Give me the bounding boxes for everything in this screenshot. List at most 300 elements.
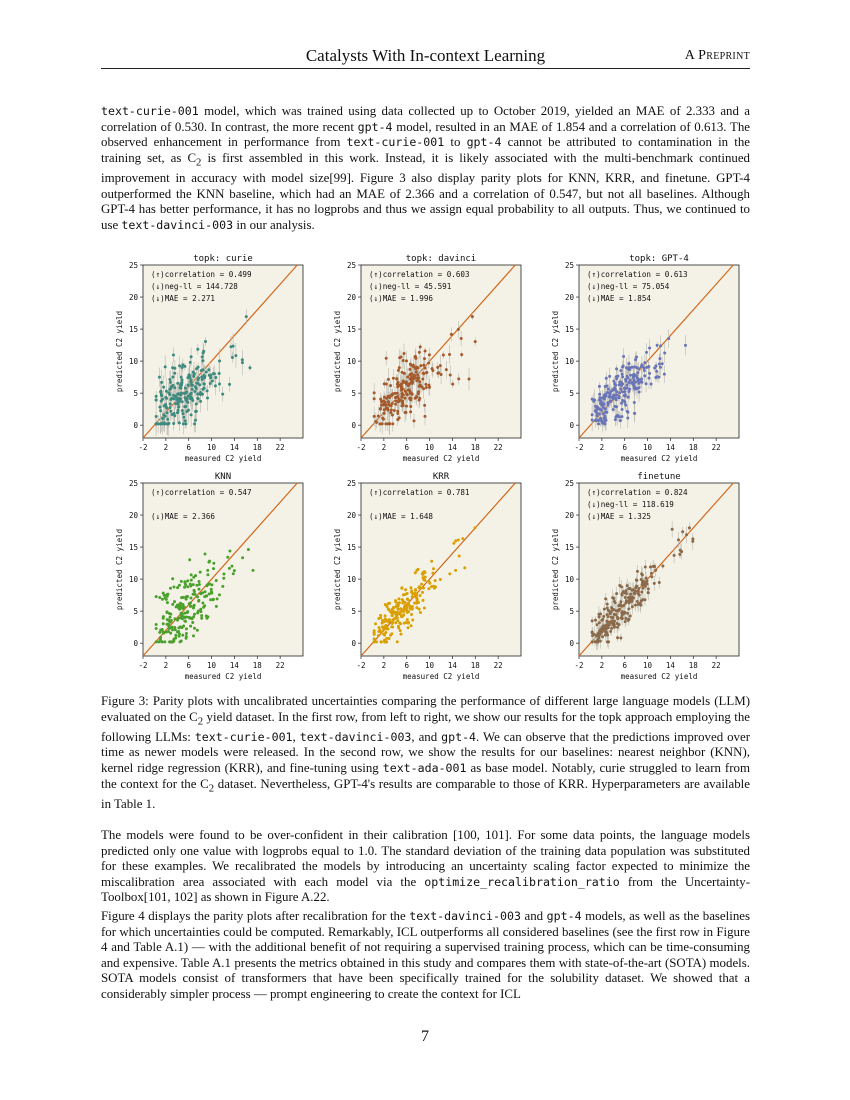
data-point xyxy=(598,396,601,399)
data-point xyxy=(204,590,207,593)
data-point xyxy=(401,602,404,605)
data-point xyxy=(636,570,639,573)
inline-code: optimize_recalibration_ratio xyxy=(424,874,620,889)
data-point xyxy=(611,608,614,611)
data-point xyxy=(638,390,641,393)
x-tick-label: 14 xyxy=(665,443,675,452)
data-point xyxy=(173,372,176,375)
x-tick-label: 22 xyxy=(493,443,503,452)
data-point xyxy=(640,591,643,594)
data-point xyxy=(190,413,193,416)
x-tick-label: 10 xyxy=(643,443,653,452)
data-point xyxy=(204,340,207,343)
metric-label: (↓)MAE = 1.325 xyxy=(587,512,652,521)
data-point xyxy=(159,391,162,394)
data-point xyxy=(411,592,414,595)
data-point xyxy=(159,629,162,632)
data-point xyxy=(626,416,629,419)
data-point xyxy=(188,558,191,561)
data-point xyxy=(164,415,167,418)
data-point xyxy=(230,345,233,348)
data-point xyxy=(604,407,607,410)
x-axis-label: measured C2 yield xyxy=(620,672,698,681)
text-run: from the Uncertainty-Toolbox[101, 102] as shown in Figure A.22. xyxy=(101,874,750,905)
text-run: . We can observe that the predictions improved over time as newer models were released. In the second row, we show the results for our baselines: nearest neighbor (KNN), kernel ridge regression (KRR), and fine-tuning using xyxy=(101,729,750,775)
data-point xyxy=(626,612,629,615)
data-point xyxy=(635,355,638,358)
data-point xyxy=(643,374,646,377)
data-point xyxy=(391,614,394,617)
subscript: 2 xyxy=(197,715,204,728)
data-point xyxy=(385,382,388,385)
x-tick-label: 18 xyxy=(252,661,262,670)
data-point xyxy=(619,617,622,620)
data-point xyxy=(608,393,611,396)
data-point xyxy=(615,393,618,396)
data-point xyxy=(604,628,607,631)
data-point xyxy=(206,569,209,572)
x-tick-label: -2 xyxy=(574,661,584,670)
data-point xyxy=(379,422,382,425)
data-point xyxy=(180,376,183,379)
data-point xyxy=(183,405,186,408)
data-point xyxy=(597,613,600,616)
x-axis-label: measured C2 yield xyxy=(620,454,698,463)
data-point xyxy=(653,565,656,568)
x-tick-label: 18 xyxy=(252,443,262,452)
text-run: , xyxy=(292,729,300,744)
data-point xyxy=(231,356,234,359)
data-point xyxy=(184,583,187,586)
data-point xyxy=(165,390,168,393)
y-tick-label: 5 xyxy=(569,388,574,398)
data-point xyxy=(417,568,420,571)
data-point xyxy=(621,375,624,378)
data-point xyxy=(604,597,607,600)
data-point xyxy=(632,374,635,377)
data-point xyxy=(172,397,175,400)
x-tick-label: 22 xyxy=(275,443,285,452)
data-point xyxy=(407,610,410,613)
y-tick-label: 0 xyxy=(133,638,138,648)
data-point xyxy=(379,614,382,617)
data-point xyxy=(391,413,394,416)
data-point xyxy=(427,362,430,365)
data-point xyxy=(613,387,616,390)
inline-code: text-davinci-003 xyxy=(409,909,521,923)
data-point xyxy=(189,625,192,628)
data-point xyxy=(204,552,207,555)
data-point xyxy=(252,569,255,572)
y-axis-label: predicted C2 yield xyxy=(551,310,560,393)
data-point xyxy=(616,375,619,378)
plot-title: finetune xyxy=(637,472,681,482)
data-point xyxy=(421,378,424,381)
data-point xyxy=(212,567,215,570)
data-point xyxy=(394,601,397,604)
data-point xyxy=(194,574,197,577)
data-point xyxy=(425,386,428,389)
data-point xyxy=(176,619,179,622)
data-point xyxy=(417,390,420,393)
data-point xyxy=(185,637,188,640)
data-point xyxy=(638,594,641,597)
data-point xyxy=(678,553,681,556)
data-point xyxy=(171,603,174,606)
data-point xyxy=(636,600,639,603)
inline-code: text-curie-001 xyxy=(346,135,445,150)
data-point xyxy=(155,422,158,425)
data-point xyxy=(633,366,636,369)
data-point xyxy=(381,417,384,420)
data-point xyxy=(411,605,414,608)
metric-label: (↓)MAE = 1.854 xyxy=(587,294,652,303)
data-point xyxy=(158,596,161,599)
data-point xyxy=(398,601,401,604)
data-point xyxy=(195,410,198,413)
data-point xyxy=(241,361,244,364)
data-point xyxy=(677,538,680,541)
data-point xyxy=(423,606,426,609)
x-tick-label: 6 xyxy=(404,661,409,670)
data-point xyxy=(182,422,185,425)
text-run: dataset. Nevertheless, GPT-4's results are comparable to those of KRR. Hyperparameters are available in Table 1. xyxy=(101,776,750,811)
paragraph-1 xyxy=(101,104,750,233)
data-point xyxy=(181,603,184,606)
x-tick-label: 6 xyxy=(186,661,191,670)
data-point xyxy=(621,390,624,393)
data-point xyxy=(200,617,203,620)
data-point xyxy=(625,366,628,369)
data-point xyxy=(207,368,210,371)
data-point xyxy=(178,421,181,424)
data-point xyxy=(379,407,382,410)
data-point xyxy=(181,400,184,403)
data-point xyxy=(627,362,630,365)
data-point xyxy=(624,395,627,398)
data-point xyxy=(406,592,409,595)
data-point xyxy=(160,400,163,403)
data-point xyxy=(616,626,619,629)
y-tick-label: 20 xyxy=(346,510,356,520)
data-point xyxy=(606,632,609,635)
data-point xyxy=(159,636,162,639)
text-run: in our analysis. xyxy=(233,217,315,232)
data-point xyxy=(411,595,414,598)
inline-code: gpt-4 xyxy=(466,135,502,150)
data-point xyxy=(180,580,183,583)
data-point xyxy=(623,611,626,614)
data-point xyxy=(410,392,413,395)
data-point xyxy=(396,640,399,643)
data-point xyxy=(384,614,387,617)
data-point xyxy=(618,391,621,394)
data-point xyxy=(164,403,167,406)
y-tick-label: 15 xyxy=(564,542,574,552)
y-tick-label: 10 xyxy=(346,574,356,584)
data-point xyxy=(218,359,221,362)
data-point xyxy=(177,409,180,412)
data-point xyxy=(418,399,421,402)
data-point xyxy=(424,571,427,574)
plot-area xyxy=(143,483,303,656)
y-tick-label: 10 xyxy=(564,356,574,366)
data-point xyxy=(463,566,466,569)
parity-plot-5 xyxy=(333,472,521,681)
data-point xyxy=(624,404,627,407)
data-point xyxy=(205,595,208,598)
x-axis-label: measured C2 yield xyxy=(184,454,262,463)
data-point xyxy=(633,386,636,389)
data-point xyxy=(427,587,430,590)
data-point xyxy=(192,583,195,586)
data-point xyxy=(619,600,622,603)
data-point xyxy=(627,376,630,379)
data-point xyxy=(610,616,613,619)
data-point xyxy=(206,615,209,618)
data-point xyxy=(384,625,387,628)
data-point xyxy=(373,640,376,643)
data-point xyxy=(607,640,610,643)
data-point xyxy=(392,377,395,380)
x-tick-label: 14 xyxy=(447,443,457,452)
data-point xyxy=(184,419,187,422)
data-point xyxy=(241,358,244,361)
data-point xyxy=(189,601,192,604)
data-point xyxy=(398,356,401,359)
y-tick-label: 10 xyxy=(346,356,356,366)
data-point xyxy=(419,594,422,597)
data-point xyxy=(381,619,384,622)
data-point xyxy=(394,396,397,399)
data-point xyxy=(622,604,625,607)
metric-label: (↑)correlation = 0.824 xyxy=(587,488,688,497)
data-point xyxy=(448,572,451,575)
data-point xyxy=(183,612,186,615)
data-point xyxy=(171,577,174,580)
data-point xyxy=(400,633,403,636)
data-point xyxy=(399,612,402,615)
data-point xyxy=(628,368,631,371)
data-point xyxy=(622,355,625,358)
data-point xyxy=(390,393,393,396)
data-point xyxy=(197,392,200,395)
x-tick-label: 22 xyxy=(275,661,285,670)
data-point xyxy=(412,365,415,368)
data-point xyxy=(385,357,388,360)
data-point xyxy=(199,400,202,403)
data-point xyxy=(196,397,199,400)
data-point xyxy=(615,398,618,401)
data-point xyxy=(178,364,181,367)
data-point xyxy=(180,596,183,599)
data-point xyxy=(645,579,648,582)
data-point xyxy=(174,628,177,631)
data-point xyxy=(603,403,606,406)
data-point xyxy=(667,337,670,340)
plot-title: KRR xyxy=(432,472,450,482)
data-point xyxy=(403,397,406,400)
data-point xyxy=(191,621,194,624)
data-point xyxy=(416,373,419,376)
data-point xyxy=(647,591,650,594)
metric-label: (↓)neg-ll = 45.591 xyxy=(369,282,452,291)
data-point xyxy=(155,595,158,598)
data-point xyxy=(396,392,399,395)
data-point xyxy=(436,372,439,375)
data-point xyxy=(377,415,380,418)
data-point xyxy=(218,372,221,375)
data-point xyxy=(176,586,179,589)
data-point xyxy=(641,574,644,577)
data-point xyxy=(374,420,377,423)
data-point xyxy=(404,588,407,591)
data-point xyxy=(410,372,413,375)
data-point xyxy=(208,374,211,377)
data-point xyxy=(195,584,198,587)
data-point xyxy=(407,384,410,387)
data-point xyxy=(613,626,616,629)
data-point xyxy=(173,617,176,620)
data-point xyxy=(406,618,409,621)
data-point xyxy=(158,406,161,409)
data-point xyxy=(400,385,403,388)
data-point xyxy=(609,630,612,633)
data-point xyxy=(402,381,405,384)
data-point xyxy=(655,370,658,373)
data-point xyxy=(168,612,171,615)
data-point xyxy=(405,606,408,609)
y-tick-label: 0 xyxy=(133,420,138,430)
data-point xyxy=(184,387,187,390)
y-tick-label: 25 xyxy=(128,478,138,488)
data-point xyxy=(203,383,206,386)
data-point xyxy=(632,588,635,591)
y-axis-label: predicted C2 yield xyxy=(551,528,560,611)
y-tick-label: 5 xyxy=(351,606,356,616)
x-tick-label: -2 xyxy=(356,661,366,670)
data-point xyxy=(637,603,640,606)
inline-code: text-davinci-003 xyxy=(299,729,412,744)
data-point xyxy=(206,583,209,586)
data-point xyxy=(598,615,601,618)
data-point xyxy=(202,606,205,609)
x-tick-label: 22 xyxy=(711,443,721,452)
data-point xyxy=(221,585,224,588)
data-point xyxy=(393,409,396,412)
metric-label: (↓)MAE = 1.996 xyxy=(369,294,434,303)
text-run: The models were found to be over-confident in their calibration [100, 101]. For some data points, the language models predicted only one value with logprobs equal to 1.0. The standard deviation of the training data population was substituted for these examples. We recalibrated the models by introducing an uncertainty scaling factor expected to minimize the miscalibration area associated with each model via the xyxy=(101,828,750,889)
data-point xyxy=(407,626,410,629)
x-tick-label: 18 xyxy=(470,443,480,452)
data-point xyxy=(183,392,186,395)
data-point xyxy=(184,422,187,425)
data-point xyxy=(634,358,637,361)
x-tick-label: 18 xyxy=(688,661,698,670)
data-point xyxy=(388,422,391,425)
data-point xyxy=(423,404,426,407)
data-point xyxy=(406,393,409,396)
data-point xyxy=(168,406,171,409)
data-point xyxy=(172,422,175,425)
data-point xyxy=(595,405,598,408)
data-point xyxy=(164,365,167,368)
data-point xyxy=(161,417,164,420)
data-point xyxy=(637,587,640,590)
inline-code: text-curie-001 xyxy=(194,729,293,744)
data-point xyxy=(200,376,203,379)
data-point xyxy=(181,409,184,412)
data-point xyxy=(610,400,613,403)
data-point xyxy=(400,396,403,399)
data-point xyxy=(381,625,384,628)
data-point xyxy=(612,380,615,383)
x-tick-label: 6 xyxy=(404,443,409,452)
data-point xyxy=(635,578,638,581)
y-tick-label: 15 xyxy=(128,542,138,552)
data-point xyxy=(373,391,376,394)
data-point xyxy=(659,344,662,347)
data-point xyxy=(193,422,196,425)
data-point xyxy=(430,560,433,563)
text-run: model, which was trained using data collected up to October 2019, yielded an MAE of 2.333 and a correlation of 0.530. In contrast, the more recent xyxy=(101,104,750,134)
data-point xyxy=(606,623,609,626)
data-point xyxy=(373,397,376,400)
data-point xyxy=(597,422,600,425)
data-point xyxy=(457,377,460,380)
data-point xyxy=(619,387,622,390)
data-point xyxy=(399,622,402,625)
data-point xyxy=(189,597,192,600)
data-point xyxy=(373,637,376,640)
data-point xyxy=(658,581,661,584)
data-point xyxy=(648,372,651,375)
data-point xyxy=(210,588,213,591)
data-point xyxy=(199,571,202,574)
x-tick-label: 6 xyxy=(186,443,191,452)
data-point xyxy=(181,634,184,637)
data-point xyxy=(622,590,625,593)
y-tick-label: 15 xyxy=(128,324,138,334)
data-point xyxy=(186,585,189,588)
metric-label: (↓)neg-ll = 118.619 xyxy=(587,500,674,509)
data-point xyxy=(205,371,208,374)
data-point xyxy=(593,633,596,636)
data-point xyxy=(602,626,605,629)
data-point xyxy=(173,367,176,370)
data-point xyxy=(637,378,640,381)
metric-label: (↓)MAE = 1.648 xyxy=(369,512,434,521)
data-point xyxy=(413,419,416,422)
metric-label: (↑)correlation = 0.547 xyxy=(151,488,252,497)
data-point xyxy=(673,554,676,557)
paragraph-3 xyxy=(101,909,750,1003)
data-point xyxy=(208,592,211,595)
data-point xyxy=(196,611,199,614)
data-point xyxy=(627,600,630,603)
data-point xyxy=(619,419,622,422)
data-point xyxy=(671,528,674,531)
data-point xyxy=(196,595,199,598)
data-point xyxy=(630,366,633,369)
data-point xyxy=(185,598,188,601)
y-tick-label: 10 xyxy=(564,574,574,584)
data-point xyxy=(226,556,229,559)
data-point xyxy=(232,572,235,575)
data-point xyxy=(172,638,175,641)
data-point xyxy=(393,611,396,614)
data-point xyxy=(433,587,436,590)
